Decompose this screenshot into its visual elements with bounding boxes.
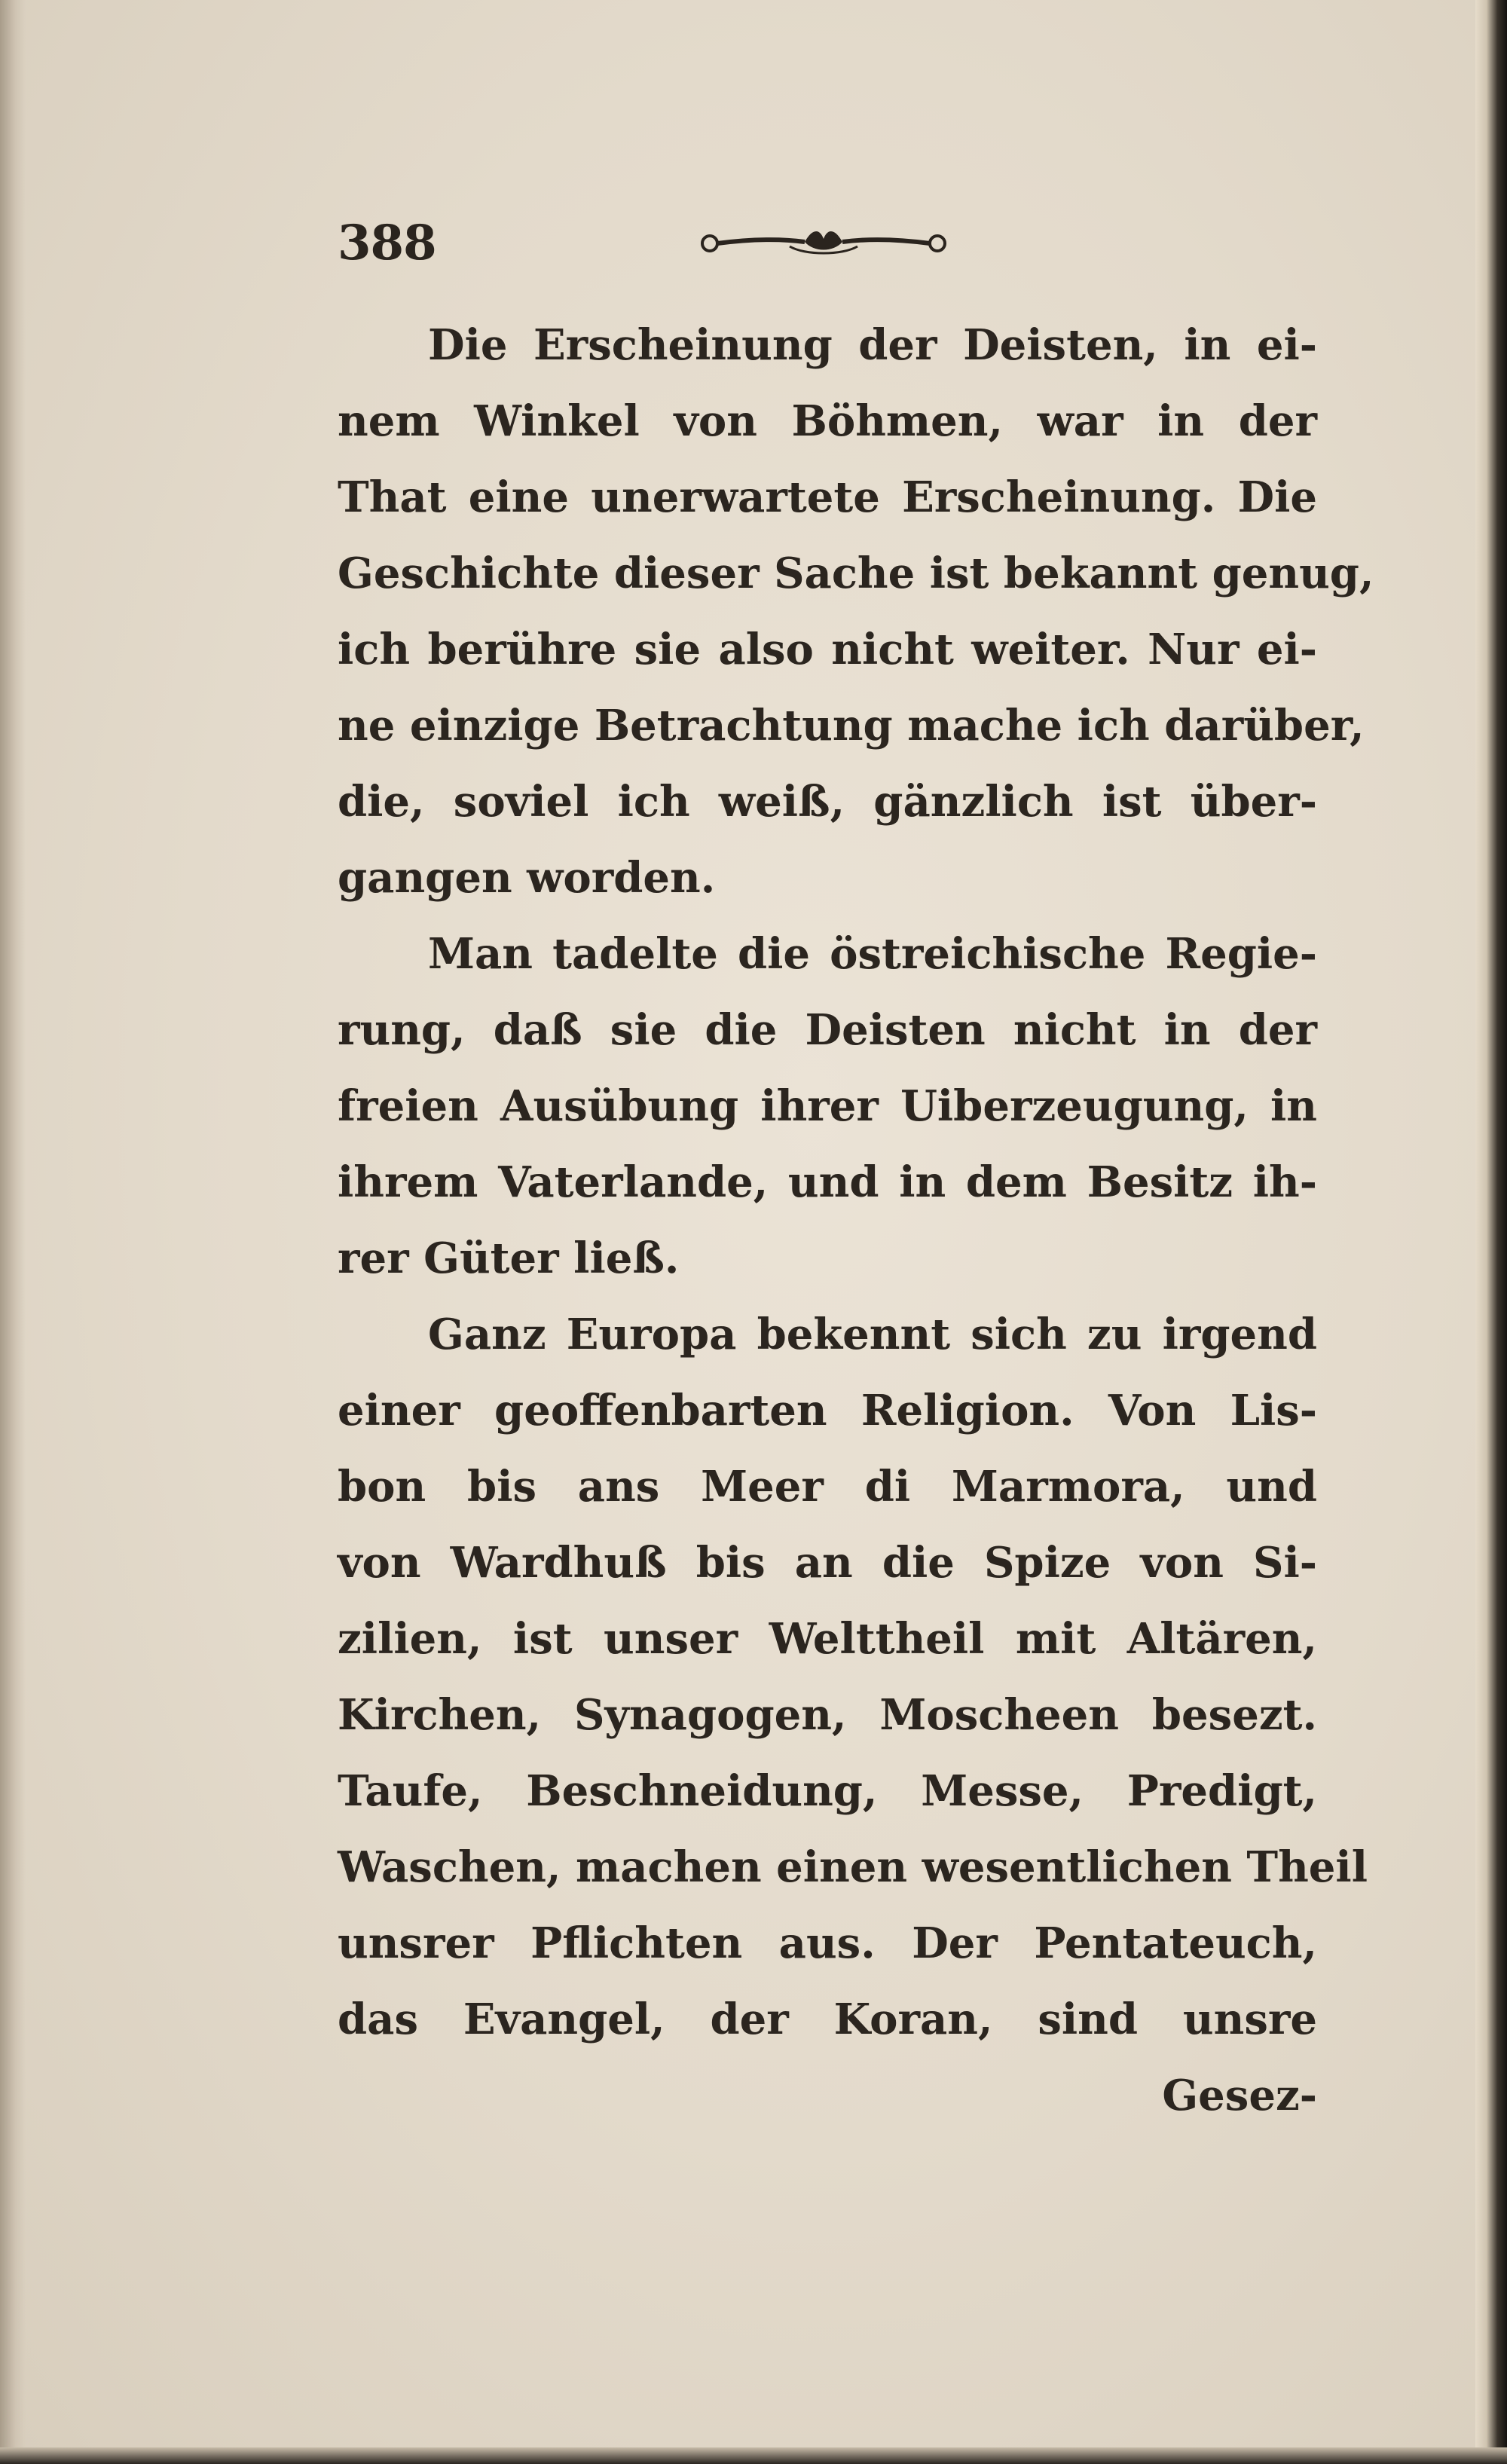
text-line: die, soviel ich weiß, gänzlich ist über-	[338, 777, 1317, 827]
header-ornament-icon	[699, 225, 948, 260]
text-line: Kirchen, Synagogen, Moscheen besezt.	[338, 1690, 1317, 1740]
body-text	[338, 307, 1374, 2134]
text-line: Waschen, machen einen wesentlichen Theil	[338, 1842, 1368, 1892]
text-line: Taufe, Beschneidung, Messe, Predigt,	[338, 1766, 1317, 1816]
text-line: ihrem Vaterlande, und in dem Besitz ih-	[338, 1157, 1317, 1207]
text-line: unsrer Pflichten aus. Der Pentateuch,	[338, 1918, 1317, 1968]
text-line: ich berühre sie also nicht weiter. Nur ei-	[338, 625, 1317, 674]
text-line: rer Güter ließ.	[338, 1234, 680, 1283]
text-line: Geschichte dieser Sache ist bekannt genug,	[338, 549, 1374, 598]
text-line: nem Winkel von Böhmen, war in der	[338, 396, 1317, 446]
text-line: Ganz Europa bekennt sich zu irgend	[428, 1310, 1317, 1359]
text-line: zilien, ist unser Welttheil mit Altären,	[338, 1614, 1317, 1664]
text-line: Man tadelte die östreichische Regie-	[428, 929, 1317, 979]
text-line: Die Erscheinung der Deisten, in ei-	[428, 320, 1317, 370]
bottom-edge-shadow	[0, 2447, 1507, 2464]
text-line: ne einzige Betrachtung mache ich darüber,	[338, 701, 1365, 751]
text-line: gangen worden.	[338, 853, 716, 903]
text-line: von Wardhuß bis an die Spize von Si-	[338, 1538, 1317, 1588]
catchword: Gesez-	[1162, 2071, 1317, 2120]
page-gutter-shadow	[0, 0, 26, 2447]
page-number: 388	[338, 215, 436, 271]
text-line: freien Ausübung ihrer Uiberzeugung, in	[338, 1081, 1317, 1131]
page-header	[338, 215, 1340, 290]
text-line: That eine unerwartete Erscheinung. Die	[338, 472, 1317, 522]
text-line: bon bis ans Meer di Marmora, und	[338, 1462, 1317, 1512]
text-line: rung, daß sie die Deisten nicht in der	[338, 1005, 1317, 1055]
text-line: das Evangel, der Koran, sind unsre	[338, 1995, 1317, 2044]
page-edge-shadow	[1475, 0, 1507, 2464]
text-line: einer geoffenbarten Religion. Von Lis-	[338, 1386, 1317, 1435]
